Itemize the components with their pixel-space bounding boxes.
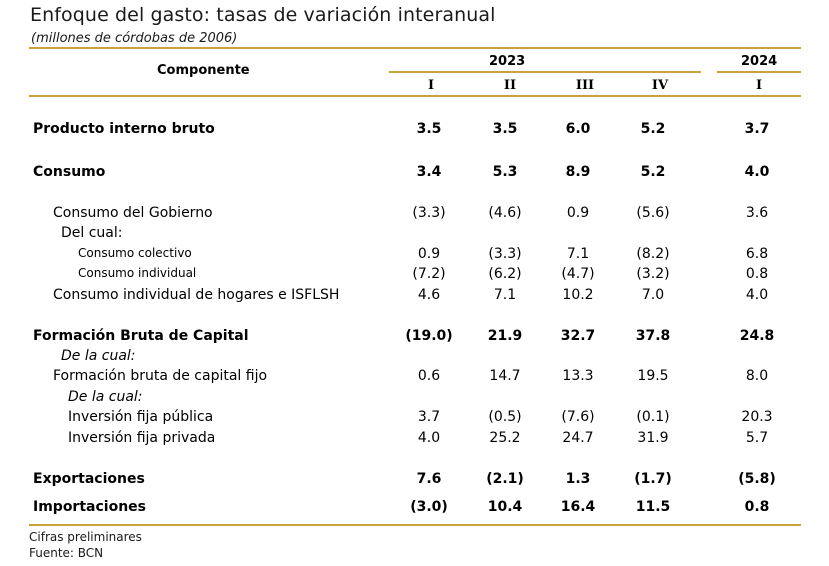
cell-value: (5.8)	[738, 471, 776, 487]
cell-value: 5.7	[745, 430, 769, 446]
table-row	[0, 499, 829, 519]
cell-value: 4.6	[417, 287, 441, 303]
cell-value: 5.3	[492, 164, 518, 180]
cell-value: 3.5	[492, 121, 518, 137]
cell-value: 6.0	[565, 121, 591, 137]
row-label: Consumo	[33, 164, 106, 180]
cell-value: 7.6	[416, 471, 442, 487]
table-row	[0, 471, 829, 491]
cell-value: 4.0	[417, 430, 441, 446]
cell-value: (7.2)	[412, 266, 446, 282]
table-row	[0, 225, 829, 245]
cell-value: 0.8	[745, 266, 769, 282]
quarter-header: III	[575, 78, 595, 93]
cell-value: 11.5	[635, 499, 671, 515]
cell-value: 7.1	[493, 287, 517, 303]
table-row	[0, 266, 829, 286]
cell-value: 32.7	[560, 328, 596, 344]
row-label: De la cual:	[68, 389, 143, 405]
table-row	[0, 246, 829, 266]
cell-value: 10.4	[487, 499, 523, 515]
row-label: Formación Bruta de Capital	[33, 328, 249, 344]
cell-value: 16.4	[560, 499, 596, 515]
year-2024-rule	[717, 71, 801, 73]
row-label: Consumo individual de hogares e ISFLSH	[53, 287, 340, 303]
table-title: Enfoque del gasto: tasas de variación interanual	[30, 4, 496, 26]
table-row	[0, 409, 829, 429]
row-label: Consumo del Gobierno	[53, 205, 213, 221]
quarter-header: II	[503, 78, 517, 93]
cell-value: (3.2)	[636, 266, 670, 282]
row-label: Exportaciones	[33, 471, 145, 487]
row-label: Importaciones	[33, 499, 146, 515]
table-subtitle: (millones de córdobas de 2006)	[31, 31, 238, 46]
footnote-source: Fuente: BCN	[29, 546, 104, 560]
quarter-header: IV	[651, 78, 669, 93]
cell-value: (4.6)	[488, 205, 522, 221]
cell-value: 0.8	[744, 499, 770, 515]
table-row	[0, 328, 829, 348]
cell-value: 3.4	[416, 164, 442, 180]
cell-value: (2.1)	[486, 471, 524, 487]
cell-value: (1.7)	[634, 471, 672, 487]
table-row	[0, 121, 829, 141]
cell-value: 21.9	[487, 328, 523, 344]
cell-value: 10.2	[562, 287, 594, 303]
top-rule	[29, 47, 801, 49]
table-row	[0, 368, 829, 388]
cell-value: (4.7)	[561, 266, 595, 282]
cell-value: 24.8	[739, 328, 775, 344]
header-rule	[29, 95, 801, 97]
cell-value: (7.6)	[561, 409, 595, 425]
cell-value: (19.0)	[405, 328, 453, 344]
cell-value: 0.6	[417, 368, 441, 384]
cell-value: 3.5	[416, 121, 442, 137]
row-label: De la cual:	[61, 348, 136, 364]
cell-value: (3.3)	[488, 246, 522, 262]
cell-value: 6.8	[745, 246, 769, 262]
cell-value: (5.6)	[636, 205, 670, 221]
component-header: Componente	[157, 63, 250, 78]
cell-value: 13.3	[562, 368, 594, 384]
cell-value: 24.7	[562, 430, 594, 446]
row-label: Inversión fija privada	[68, 430, 216, 446]
cell-value: 37.8	[635, 328, 671, 344]
row-label: Formación bruta de capital fijo	[53, 368, 268, 384]
bottom-rule	[29, 524, 801, 526]
footnote-preliminary: Cifras preliminares	[29, 530, 142, 544]
quarter-header: I	[755, 78, 763, 93]
row-label: Inversión fija pública	[68, 409, 214, 425]
row-label: Del cual:	[61, 225, 123, 241]
cell-value: 1.3	[565, 471, 591, 487]
cell-value: 31.9	[637, 430, 669, 446]
year-2023-header: 2023	[489, 54, 526, 69]
cell-value: 0.9	[417, 246, 441, 262]
quarter-header: I	[427, 78, 435, 93]
table-row	[0, 205, 829, 225]
cell-value: 3.6	[745, 205, 769, 221]
cell-value: (8.2)	[636, 246, 670, 262]
row-label: Consumo individual	[78, 266, 197, 280]
year-2024-header: 2024	[741, 54, 778, 69]
cell-value: 25.2	[489, 430, 521, 446]
cell-value: (3.0)	[410, 499, 448, 515]
cell-value: 7.0	[641, 287, 665, 303]
cell-value: 4.0	[745, 287, 769, 303]
row-label: Producto interno bruto	[33, 121, 215, 137]
year-2023-rule	[389, 71, 701, 73]
cell-value: (3.3)	[412, 205, 446, 221]
table-row	[0, 164, 829, 184]
cell-value: 7.1	[566, 246, 590, 262]
cell-value: (0.5)	[488, 409, 522, 425]
cell-value: 14.7	[489, 368, 521, 384]
cell-value: (0.1)	[636, 409, 670, 425]
row-label: Consumo colectivo	[78, 246, 192, 260]
cell-value: (6.2)	[488, 266, 522, 282]
cell-value: 19.5	[637, 368, 669, 384]
table-row	[0, 389, 829, 409]
cell-value: 4.0	[744, 164, 770, 180]
cell-value: 20.3	[741, 409, 773, 425]
table-row	[0, 287, 829, 307]
cell-value: 3.7	[417, 409, 441, 425]
table-row	[0, 348, 829, 368]
cell-value: 3.7	[744, 121, 770, 137]
cell-value: 8.0	[745, 368, 769, 384]
cell-value: 5.2	[640, 121, 666, 137]
cell-value: 0.9	[566, 205, 590, 221]
cell-value: 5.2	[640, 164, 666, 180]
cell-value: 8.9	[565, 164, 591, 180]
table-row	[0, 430, 829, 450]
